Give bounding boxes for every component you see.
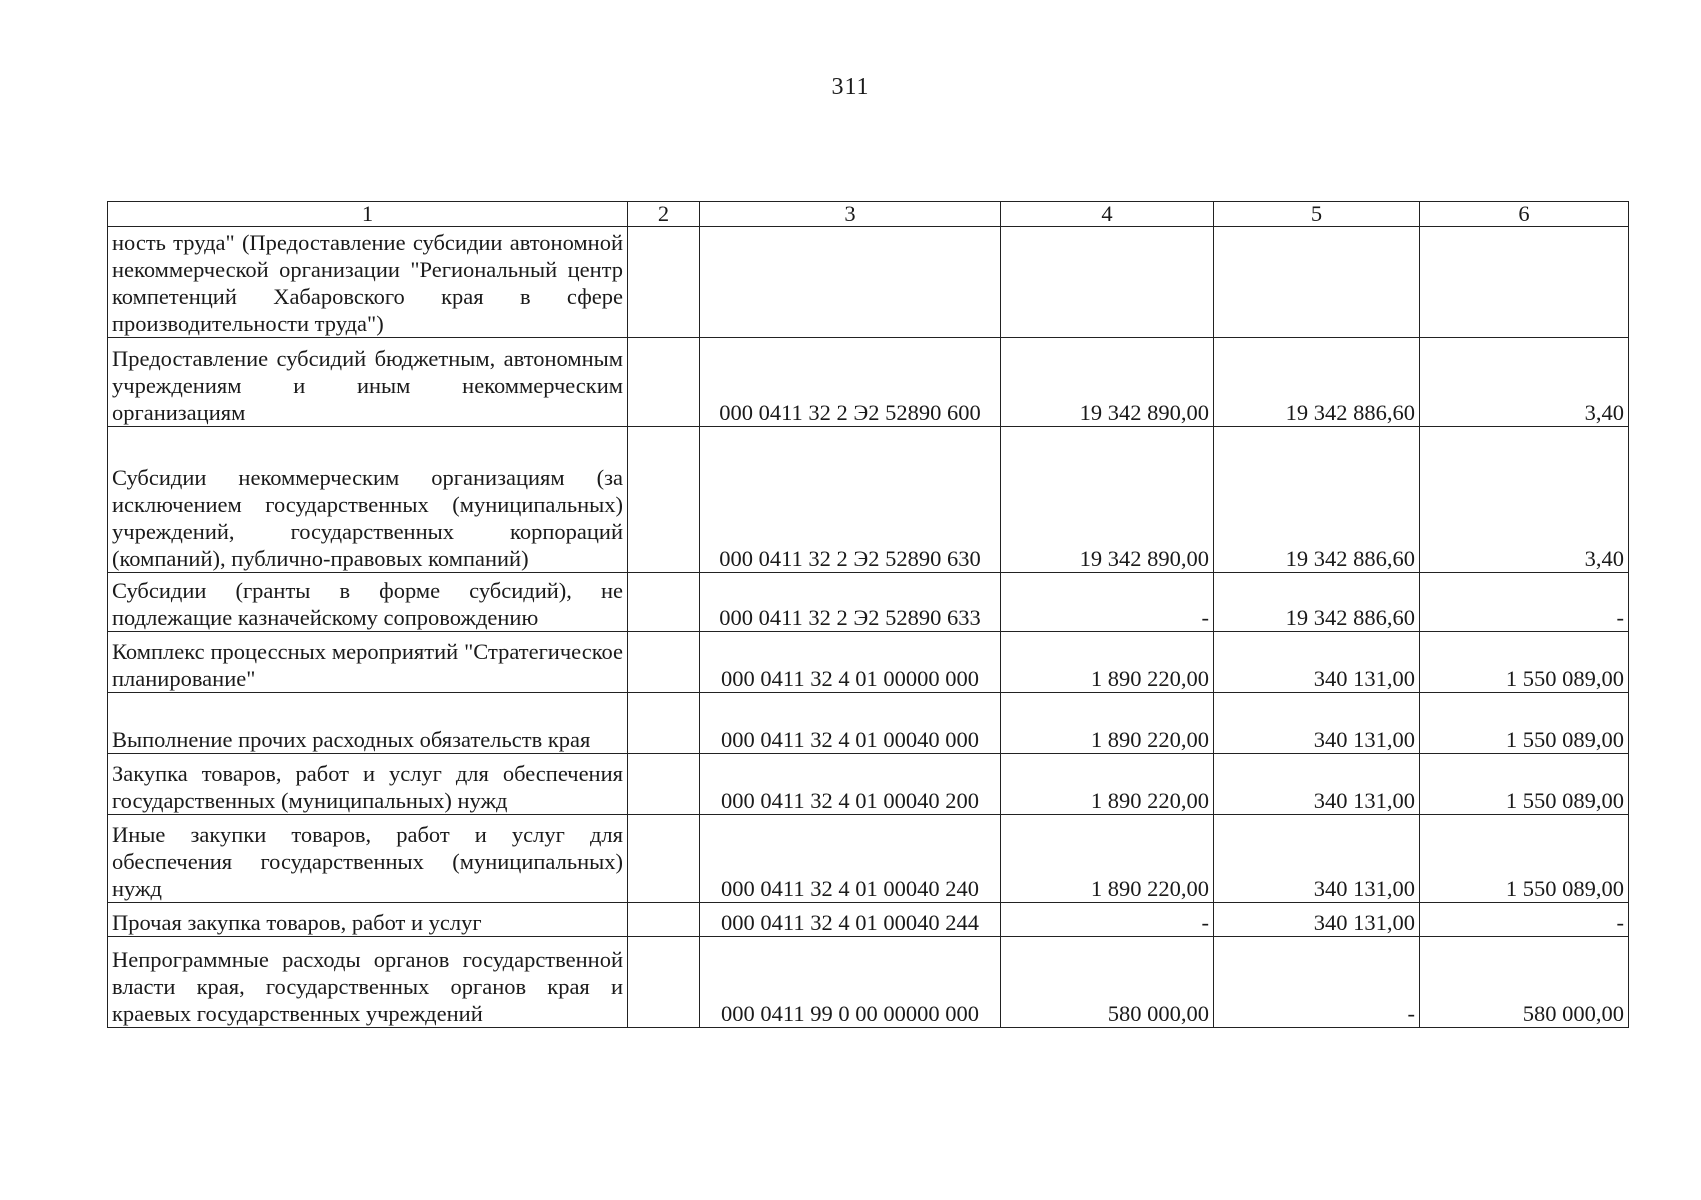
column-header-1: 1 (108, 202, 628, 227)
row-col2 (628, 338, 700, 427)
row-col5: 340 131,00 (1214, 632, 1420, 693)
column-header-3: 3 (700, 202, 1001, 227)
row-name: Иные закупки товаров, работ и услуг для обеспечения государственных (муниципальных) нужд (108, 815, 628, 903)
row-col4: 1 890 220,00 (1001, 815, 1214, 903)
row-col2 (628, 632, 700, 693)
table-row (108, 227, 1629, 338)
row-col5: 340 131,00 (1214, 754, 1420, 815)
row-name: Выполнение прочих расходных обязательств края (108, 693, 628, 754)
row-col6: 3,40 (1420, 427, 1629, 573)
table-row (108, 937, 1629, 1028)
row-name: Прочая закупка товаров, работ и услуг (108, 903, 628, 937)
row-name: Субсидии (гранты в форме субсидий), не подлежащие казначейскому сопровождению (108, 573, 628, 632)
row-col2 (628, 937, 700, 1028)
table-row (108, 573, 1629, 632)
column-header-2: 2 (628, 202, 700, 227)
row-code: 000 0411 32 4 01 00040 244 (700, 903, 1001, 937)
row-col5: 19 342 886,60 (1214, 573, 1420, 632)
row-col6: 1 550 089,00 (1420, 693, 1629, 754)
table-row (108, 427, 1629, 573)
row-code: 000 0411 99 0 00 00000 000 (700, 937, 1001, 1028)
row-name: Комплекс процессных мероприятий "Стратегическое планирование" (108, 632, 628, 693)
page-number: 311 (831, 74, 870, 100)
row-col6: - (1420, 573, 1629, 632)
table-row (108, 338, 1629, 427)
row-col5: 19 342 886,60 (1214, 338, 1420, 427)
column-header-6: 6 (1420, 202, 1629, 227)
row-col2 (628, 227, 700, 338)
row-name: Предоставление субсидий бюджетным, автономным учреждениям и иным некоммерческим организациям (108, 338, 628, 427)
row-col2 (628, 903, 700, 937)
row-name: Непрограммные расходы органов государственной власти края, государственных органов края и краевых государственных учреждений (108, 937, 628, 1028)
table-header-row (108, 202, 1629, 227)
row-col4: 1 890 220,00 (1001, 754, 1214, 815)
row-col2 (628, 815, 700, 903)
row-col5: 340 131,00 (1214, 903, 1420, 937)
row-col4: 19 342 890,00 (1001, 427, 1214, 573)
row-col2 (628, 693, 700, 754)
row-col4: - (1001, 573, 1214, 632)
row-col6: 3,40 (1420, 338, 1629, 427)
table-row (108, 754, 1629, 815)
row-code: 000 0411 32 4 01 00040 200 (700, 754, 1001, 815)
row-name: Субсидии некоммерческим организациям (за исключением государственных (муниципальных) учреждений, государственных корпораций (компаний), публично-правовых компаний) (108, 427, 628, 573)
row-col4: - (1001, 903, 1214, 937)
row-col5: - (1214, 937, 1420, 1028)
row-col4: 1 890 220,00 (1001, 632, 1214, 693)
row-col4: 19 342 890,00 (1001, 338, 1214, 427)
row-col5: 340 131,00 (1214, 693, 1420, 754)
row-name: ность труда" (Предоставление субсидии автономной некоммерческой организации "Региональный центр компетенций Хабаровского края в сфере производительности труда") (108, 227, 628, 338)
budget-table (107, 201, 1629, 1028)
row-code (700, 227, 1001, 338)
table-row (108, 815, 1629, 903)
row-col5: 340 131,00 (1214, 815, 1420, 903)
row-col2 (628, 754, 700, 815)
row-code: 000 0411 32 2 Э2 52890 633 (700, 573, 1001, 632)
row-code: 000 0411 32 2 Э2 52890 630 (700, 427, 1001, 573)
row-col6: 1 550 089,00 (1420, 815, 1629, 903)
row-col5 (1214, 227, 1420, 338)
column-header-4: 4 (1001, 202, 1214, 227)
row-col6 (1420, 227, 1629, 338)
row-col4: 580 000,00 (1001, 937, 1214, 1028)
row-col2 (628, 573, 700, 632)
row-col6: - (1420, 903, 1629, 937)
row-col4 (1001, 227, 1214, 338)
row-col4: 1 890 220,00 (1001, 693, 1214, 754)
row-code: 000 0411 32 2 Э2 52890 600 (700, 338, 1001, 427)
row-code: 000 0411 32 4 01 00000 000 (700, 632, 1001, 693)
table-row (108, 903, 1629, 937)
row-col6: 1 550 089,00 (1420, 754, 1629, 815)
row-code: 000 0411 32 4 01 00040 000 (700, 693, 1001, 754)
column-header-5: 5 (1214, 202, 1420, 227)
row-col2 (628, 427, 700, 573)
row-col5: 19 342 886,60 (1214, 427, 1420, 573)
table-row (108, 693, 1629, 754)
row-col6: 580 000,00 (1420, 937, 1629, 1028)
row-code: 000 0411 32 4 01 00040 240 (700, 815, 1001, 903)
table-row (108, 632, 1629, 693)
row-col6: 1 550 089,00 (1420, 632, 1629, 693)
row-name: Закупка товаров, работ и услуг для обеспечения государственных (муниципальных) нужд (108, 754, 628, 815)
